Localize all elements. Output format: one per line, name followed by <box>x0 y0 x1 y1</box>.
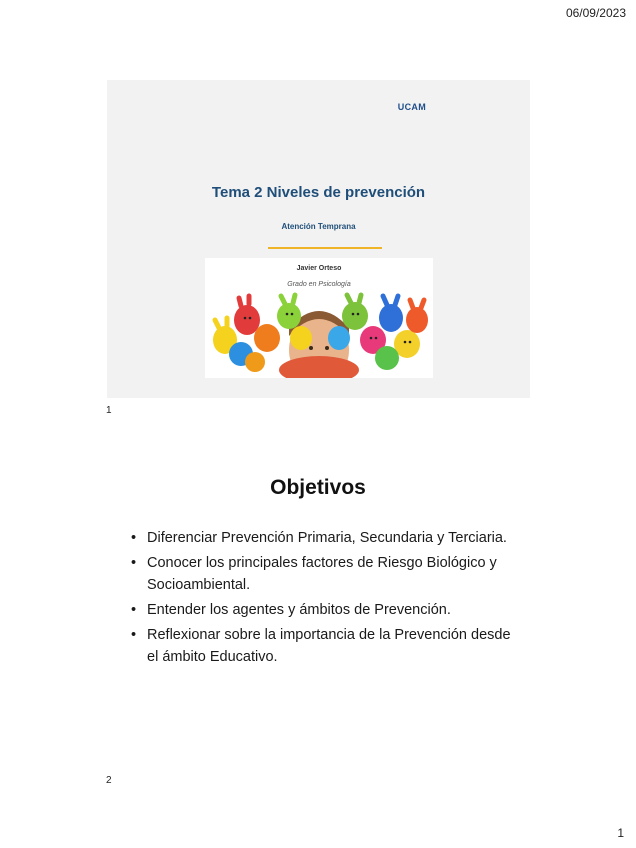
list-item: • Reflexionar sobre la importancia de la Prevención desde el ámbito Educativo. <box>128 624 518 668</box>
accent-divider <box>268 247 382 249</box>
slide-1-subtitle: Atención Temprana <box>281 222 356 231</box>
list-item: • Diferenciar Prevención Primaria, Secundaria y Terciaria. <box>128 527 518 549</box>
bullet-icon: • <box>131 602 137 618</box>
page-number: 1 <box>617 826 624 840</box>
bullet-icon: • <box>131 530 137 546</box>
slide-1-author: Javier Orteso <box>296 265 342 272</box>
list-item: • Conocer los principales factores de Riesgo Biológico y Socioambiental. <box>128 552 518 596</box>
print-date: 06/09/2023 <box>565 6 626 20</box>
objectives-list <box>128 527 518 671</box>
slide-1-number: 1 <box>106 405 112 416</box>
bullet-icon: • <box>131 555 137 571</box>
slide-2-title: Objetivos <box>270 476 366 499</box>
painted-hands-illustration <box>205 258 433 378</box>
slide-2-number: 2 <box>106 775 112 786</box>
bullet-icon: • <box>131 627 137 643</box>
slide-1-thumbnail <box>107 80 530 398</box>
ucam-logo: UCAM <box>397 102 426 112</box>
children-painted-hands-image <box>205 258 433 378</box>
slide-1-degree: Grado en Psicología <box>287 281 351 288</box>
list-item: • Entender los agentes y ámbitos de Prevención. <box>128 599 518 621</box>
slide-1-title: Tema 2 Niveles de prevención <box>211 184 426 201</box>
